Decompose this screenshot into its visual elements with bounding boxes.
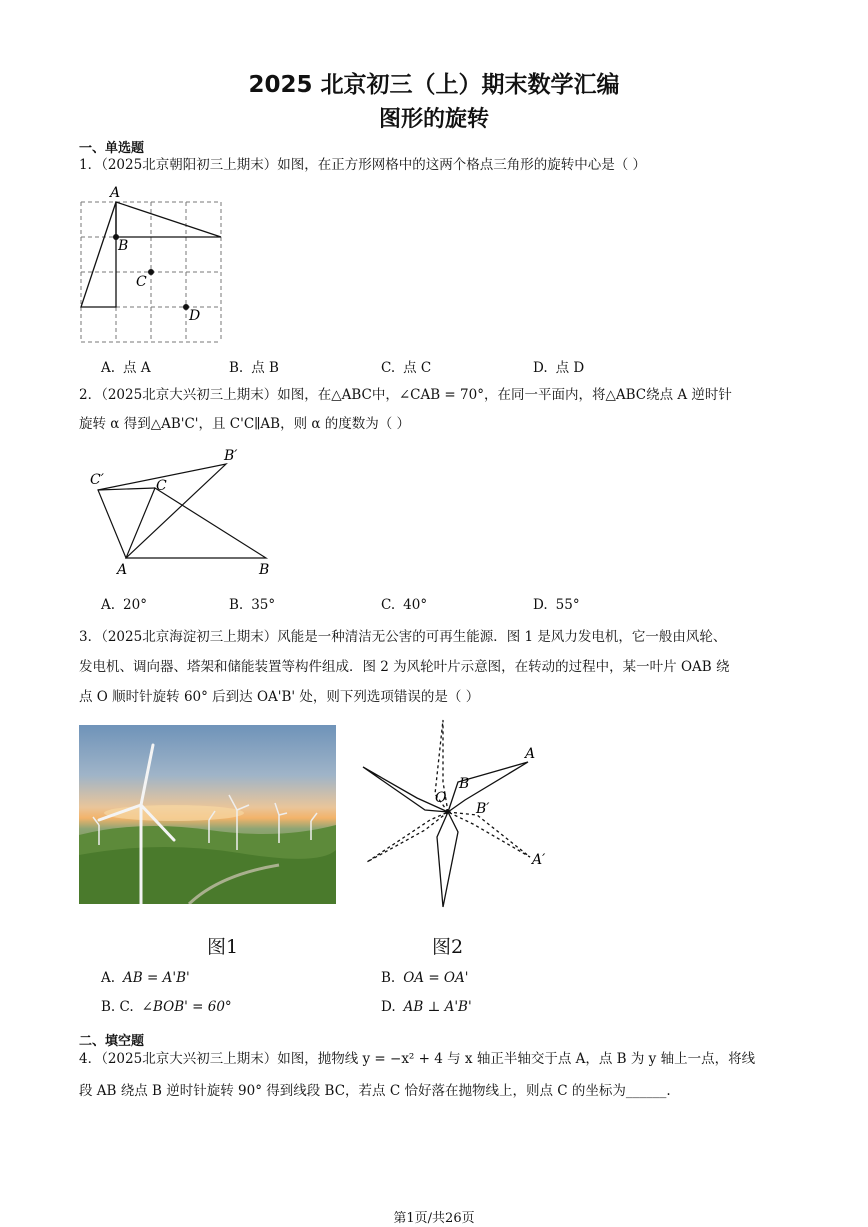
q1-label-d: D — [189, 308, 201, 324]
q3-label-ap: A′ — [532, 852, 546, 868]
q2-option-d[interactable]: D. 55° — [533, 597, 580, 613]
q1-option-c[interactable]: C. 点 C — [381, 360, 432, 376]
wind-turbine-illustration — [79, 725, 336, 904]
question-4-line-1: 4．（2025北京大兴初三上期末）如图，抛物线 y = −x² + 4 与 x 轴正半轴交于点 A，点 B 为 y 轴上一点，将线 — [79, 1051, 756, 1067]
q3-option-d[interactable]: D. AB ⊥ A'B' — [381, 999, 472, 1015]
page-number: 第1页/共26页 — [393, 1211, 475, 1226]
question-2-line-1: 2．（2025北京大兴初三上期末）如图，在△ABC中，∠CAB = 70°，在同一平面内，将△ABC绕点 A 逆时针 — [79, 387, 732, 403]
document-title: 2025 北京初三（上）期末数学汇编 — [248, 72, 620, 98]
question-3-line-2: 发电机、调向器、塔架和储能装置等构件组成．图 2 为风轮叶片示意图，在转动的过程中，某一叶片 OAB 绕 — [79, 659, 730, 675]
q2-triangle-figure — [85, 440, 285, 585]
q1-label-a: A — [110, 185, 121, 201]
q3-label-a: A — [525, 746, 536, 762]
q1-triangle-left — [81, 202, 116, 307]
q2-label-a: A — [117, 562, 128, 578]
question-1-text: 1．（2025北京朝阳初三上期末）如图，在正方形网格中的这两个格点三角形的旋转中心是（ ） — [79, 157, 646, 173]
q2-option-b[interactable]: B. 35° — [229, 597, 276, 613]
q1-option-a[interactable]: A. 点 A — [101, 360, 151, 376]
figure-1-caption: 图1 — [207, 936, 239, 958]
q1-grid-figure — [75, 182, 235, 347]
document-subtitle: 图形的旋转 — [378, 107, 489, 132]
q3-blade-bottom — [437, 812, 458, 907]
q2-label-bp: B′ — [224, 448, 238, 464]
q3-label-b: B — [459, 776, 470, 792]
q2-label-cp: C′ — [90, 472, 104, 488]
q2-triangle-abc — [126, 488, 266, 558]
q3-option-c[interactable]: B. C. ∠BOB' = 60° — [101, 999, 232, 1015]
q3-option-b[interactable]: B. OA = OA' — [381, 970, 469, 986]
q1-option-b[interactable]: B. 点 B — [229, 360, 279, 376]
q1-triangle-top — [116, 202, 221, 237]
q1-label-b: B — [118, 238, 129, 254]
q2-label-c: C — [156, 478, 167, 494]
q1-label-c: C — [136, 274, 147, 290]
question-4-line-2: 段 AB 绕点 B 逆时针旋转 90° 得到线段 BC，若点 C 恰好落在抛物线上，则点 C 的坐标为______. — [79, 1083, 671, 1099]
wind-turbine-photo — [79, 725, 336, 904]
question-3-line-1: 3．（2025北京海淀初三上期末）风能是一种清洁无公害的可再生能源．图 1 是风力发电机，它一般由风轮、 — [79, 629, 727, 645]
q3-blade-diagram — [355, 712, 555, 912]
q3-blade-oapbp — [448, 812, 530, 857]
section-heading-single-choice: 一、单选题 — [79, 141, 145, 156]
q3-blade-left-dashed — [367, 812, 448, 862]
question-3-line-3: 点 O 顺时针旋转 60° 后到达 OA'B' 处，则下列选项错误的是（ ） — [79, 689, 480, 705]
q1-option-d[interactable]: D. 点 D — [533, 360, 585, 376]
q1-point-c — [148, 269, 154, 275]
question-2-line-2: 旋转 α 得到△AB'C'，且 C'C∥AB，则 α 的度数为（ ） — [79, 416, 411, 432]
q2-option-a[interactable]: A. 20° — [101, 597, 147, 613]
q3-label-o: O — [435, 790, 447, 806]
section-heading-fill-blank: 二、填空题 — [79, 1034, 145, 1049]
q3-option-a[interactable]: A. AB = A'B' — [101, 970, 190, 986]
q2-option-c[interactable]: C. 40° — [381, 597, 428, 613]
q2-label-b: B — [259, 562, 270, 578]
figure-2-caption: 图2 — [432, 936, 464, 958]
q3-label-bp: B′ — [476, 801, 490, 817]
